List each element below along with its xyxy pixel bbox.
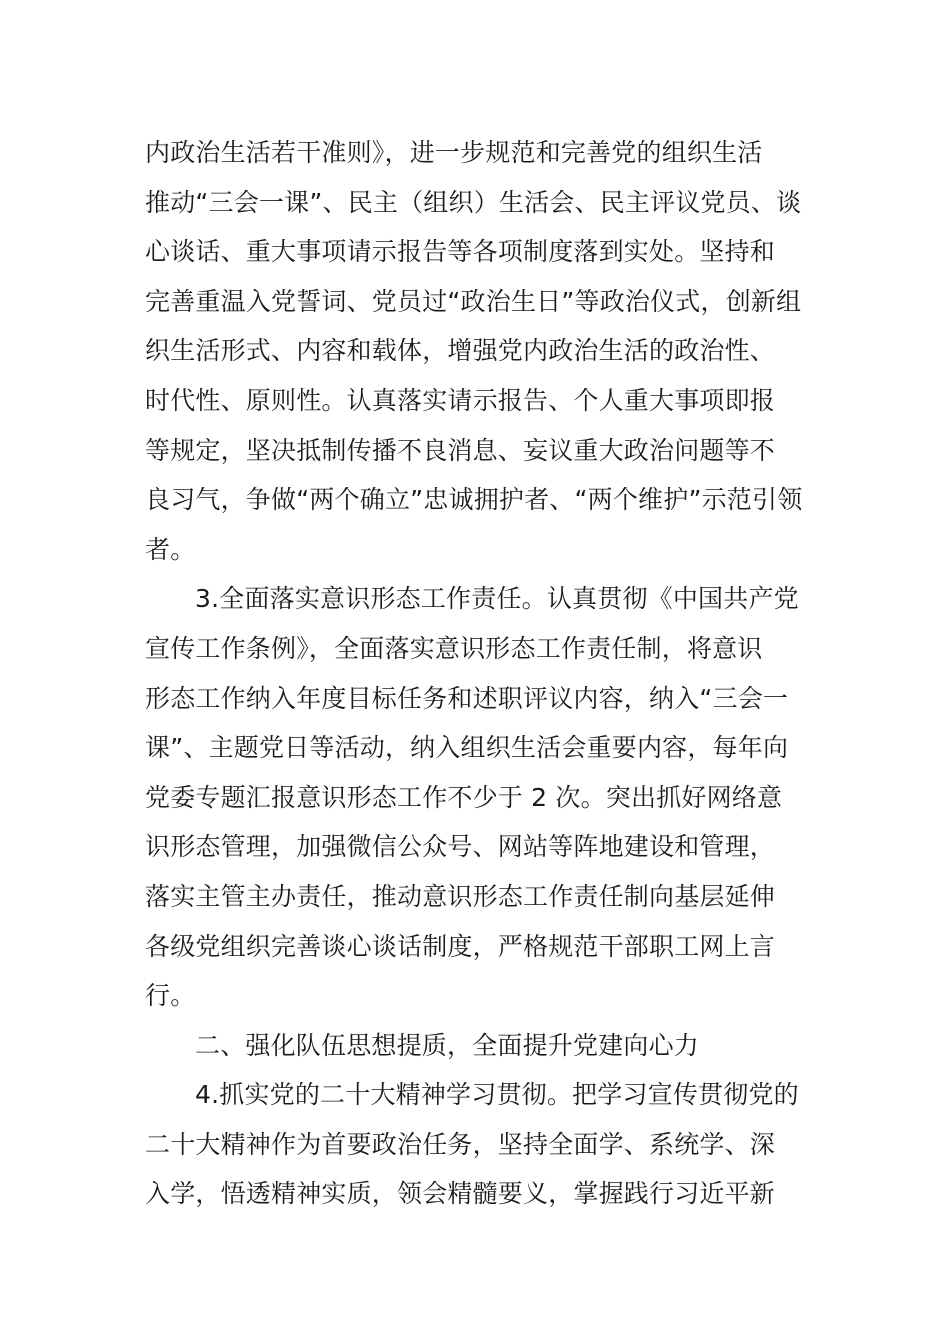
text-line: 内政治生活若干准则》，进一步规范和完善党的组织生活 <box>145 138 763 167</box>
paragraph-heading-4: 4.抓实党的二十大精神学习贯彻。把学习宣传贯彻党的 <box>195 1080 799 1110</box>
text-line: 等规定，坚决抵制传播不良消息、妄议重大政治问题等不 <box>145 435 776 465</box>
text-line: 二十大精神作为首要政治任务，坚持全面学、系统学、深 <box>145 1129 776 1159</box>
paragraph-heading-3: 3.全面落实意识形态工作责任。认真贯彻《中国共产党 <box>195 584 799 614</box>
text-line: 各级党组织完善谈心谈话制度，严格规范干部职工网上言 <box>145 931 776 961</box>
text-line: 落实主管主办责任，推动意识形态工作责任制向基层延伸 <box>145 881 776 911</box>
text-line: 入学，悟透精神实质，领会精髓要义，掌握践行习近平新 <box>145 1179 776 1209</box>
text-line: 良习气，争做“两个确立”忠诚拥护者、“两个维护”示范引领 <box>145 485 803 515</box>
text-line: 时代性、原则性。认真落实请示报告、个人重大事项即报 <box>145 385 776 415</box>
text-line: 推动“三会一课”、民主（组织）生活会、民主评议党员、谈 <box>145 187 802 217</box>
document-body <box>145 128 810 1219</box>
text-line: 织生活形式、内容和载体，增强党内政治生活的政治性、 <box>145 336 776 366</box>
text-line: 完善重温入党誓词、党员过“政治生日”等政治仪式，创新组 <box>145 286 802 316</box>
section-heading: 二、强化队伍思想提质，全面提升党建向心力 <box>195 1030 700 1060</box>
text-line: 宣传工作条例》，全面落实意识形态工作责任制，将意识 <box>145 633 763 663</box>
text-line: 心谈话、重大事项请示报告等各项制度落到实处。坚持和 <box>145 237 776 267</box>
text-line: 课”、主题党日等活动，纳入组织生活会重要内容，每年向 <box>145 733 789 763</box>
text-line: 识形态管理，加强微信公众号、网站等阵地建设和管理， <box>145 832 776 862</box>
text-line: 者。 <box>145 534 196 564</box>
text-line: 形态工作纳入年度目标任务和述职评议内容，纳入“三会一 <box>145 683 789 713</box>
text-line: 党委专题汇报意识形态工作不少于 2 次。突出抓好网络意 <box>145 782 783 812</box>
text-line: 行。 <box>145 981 196 1011</box>
